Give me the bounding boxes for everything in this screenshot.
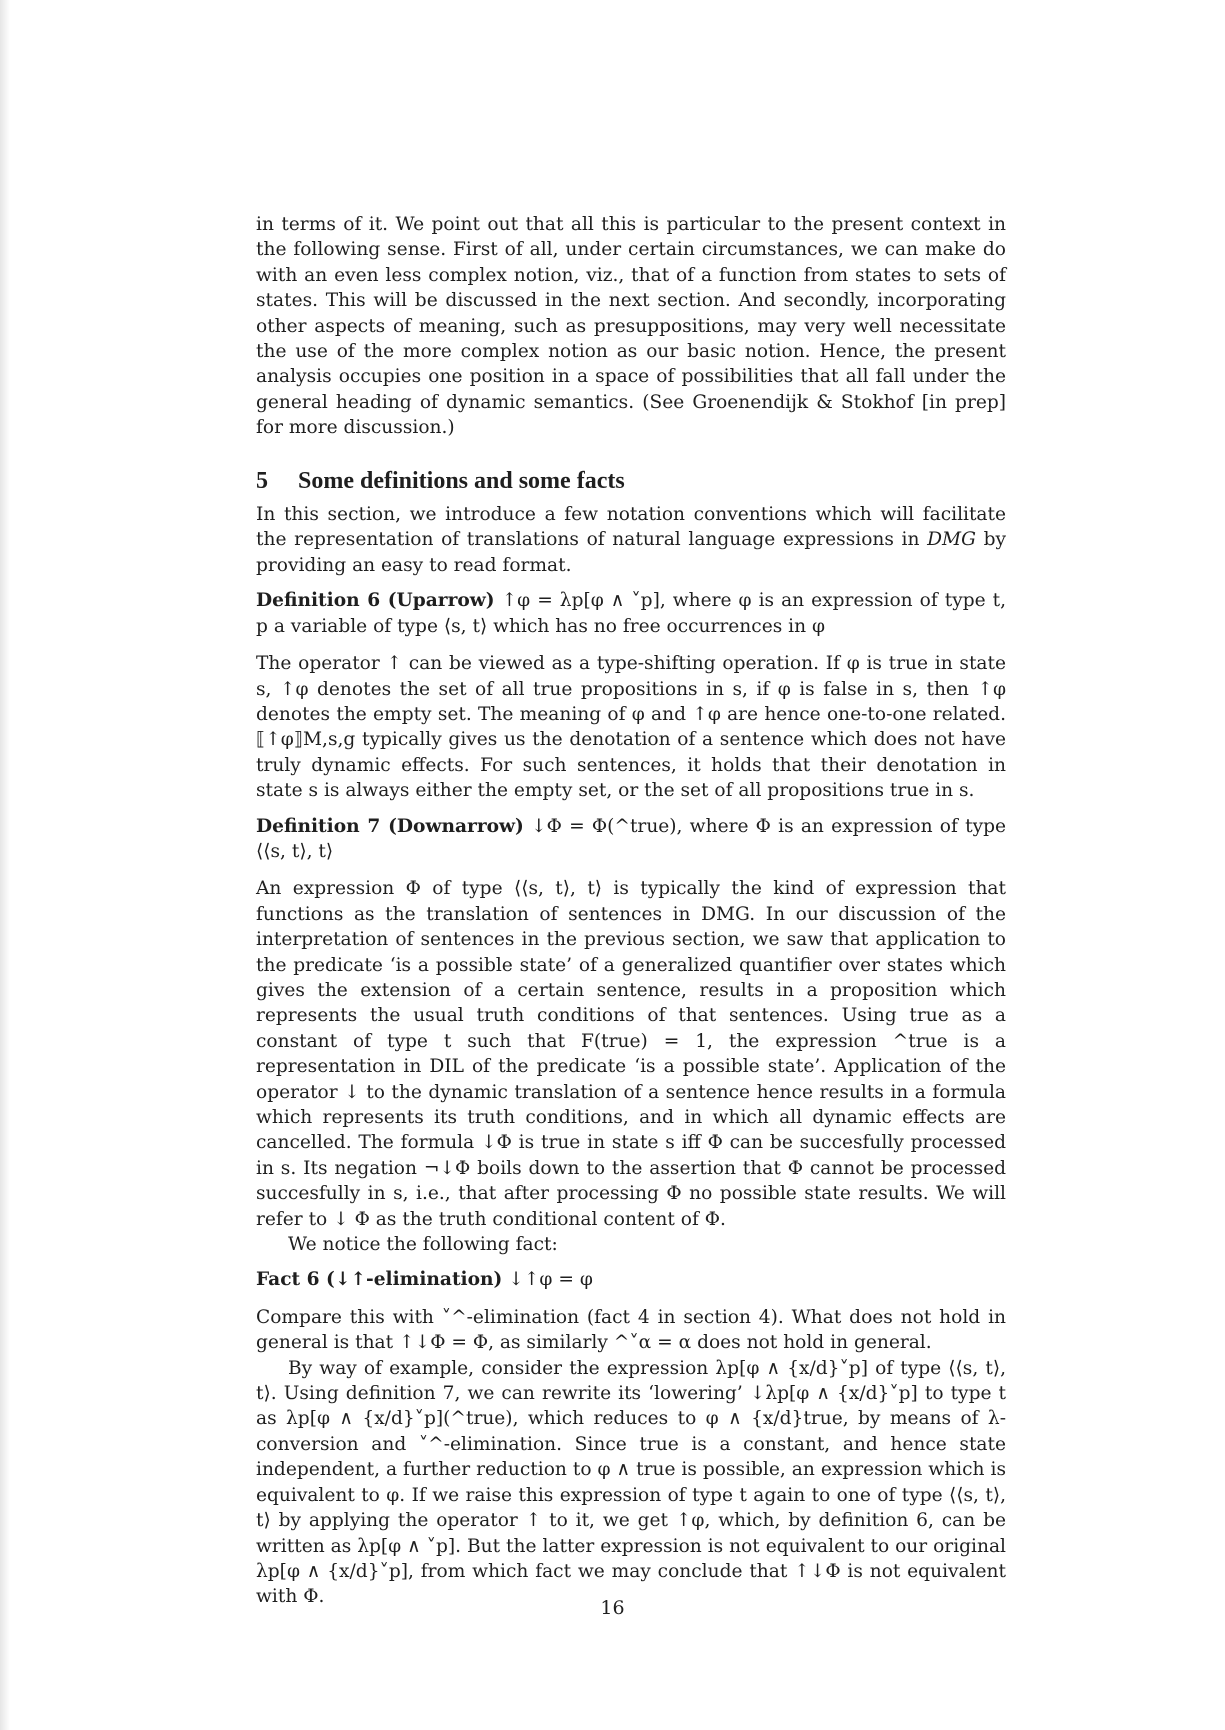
definition-6-text: ↑φ = λp[φ ∧ ˅p], where φ is an expression of type t, p a variable of type ⟨s, t⟩ which has no free occurrences in φ [256, 590, 1006, 637]
page-number: 16 [600, 1597, 625, 1619]
definition-7 [256, 814, 1006, 865]
section-title: Some definitions and some facts [298, 467, 625, 494]
definition-6-lead: Definition 6 (Uparrow) [256, 590, 495, 612]
downarrow-paragraph: An expression Φ of type ⟨⟨s, t⟩, t⟩ is typically the kind of expression that functions as the translation of sentences in DMG. In our discussion of the interpretation of sentences in the previous section, we saw that application to the predicate ‘is a possible state’ of a generalized quantifier over states which gives the extension of a certain sentence, results in a proposition which represents the usual truth conditions of that sentences. Using true as a constant of type t such that F(true) = 1, the expression ^true is a representation in DIL of the predicate ‘is a possible state’. Application of the operator ↓ to the dynamic translation of a sentence hence results in a formula which represents its truth conditions, and in which all dynamic effects are cancelled. The formula ↓Φ is true in state s iff Φ can be succesfully processed in s. Its negation ¬↓Φ boils down to the assertion that Φ cannot be processed succesfully in s, i.e., that after processing Φ no possible state results. We will refer to ↓ Φ as the truth conditional content of Φ. [256, 878, 1006, 1230]
fact-6 [256, 1267, 1006, 1292]
scan-edge-shadow [0, 0, 10, 1730]
page-body [256, 212, 1006, 1610]
section-number: 5 [256, 467, 268, 494]
definition-6 [256, 588, 1006, 639]
example-paragraph: By way of example, consider the expression λp[φ ∧ {x/d}˅p] of type ⟨⟨s, t⟩, t⟩. Using definition 7, we can rewrite its ‘lowering’ ↓λp[φ ∧ {x/d}˅p] to type t as λp[φ ∧ {x/d}˅p](^true), which reduces to φ ∧ {x/d}true, by means of λ-conversion and ˅^-elimination. Since true is a constant, and hence state independent, a further reduction to φ ∧ true is possible, an expression which is equivalent to φ. If we raise this expression of type t again to one of type ⟨⟨s, t⟩, t⟩ by applying the operator ↑ to it, we get ↑φ, which, by definition 6, can be written as λp[φ ∧ ˅p]. But the latter expression is not equivalent to our original λp[φ ∧ {x/d}˅p], from which fact we may conclude that ↑↓Φ is not equivalent with Φ. [256, 1357, 1006, 1608]
intro-paragraph: in terms of it. We point out that all this is particular to the present context in the following sense. First of all, under certain circumstances, we can make do with an even less complex notion, viz., that of a function from states to sets of states. This will be discussed in the next section. And secondly, incorporating other aspects of meaning, such as presuppositions, may very well necessitate the use of the more complex notion as our basic notion. Hence, the present analysis occupies one position in a space of possibilities that all fall under the general heading of dynamic semantics. (See Groenendijk & Stokhof [in prep] for more discussion.) [256, 214, 1006, 439]
section-intro-text-a: In this section, we introduce a few notation conventions which will facilitate the representation of translations of natural language expressions in [256, 504, 1006, 551]
section-intro-dmg: DMG [927, 529, 976, 551]
fact-6-text: ↓↑φ = φ [502, 1269, 593, 1291]
section-intro-paragraph [256, 502, 1006, 578]
fact-6-lead: Fact 6 (↓↑-elimination) [256, 1269, 503, 1291]
section-heading [256, 469, 1006, 494]
definition-7-lead: Definition 7 (Downarrow) [256, 815, 524, 837]
uparrow-paragraph: The operator ↑ can be viewed as a type-shifting operation. If φ is true in state s, ↑φ denotes the set of all true propositions in s, if φ is false in s, then ↑φ denotes the empty set. The meaning of φ and ↑φ are hence one-to-one related. ⟦↑φ⟧M,s,g typically gives us the denotation of a sentence which does not have truly dynamic effects. For such sentences, it holds that their denotation in state s is always either the empty set, or the set of all propositions true in s. [256, 653, 1006, 802]
compare-paragraph: Compare this with ˅^-elimination (fact 4 in section 4). What does not hold in general is that ↑↓Φ = Φ, as similarly ^˅α = α does not hold in general. [256, 1306, 1006, 1354]
notice-paragraph: We notice the following fact: [288, 1234, 558, 1256]
section-intro-text-b: by providing an easy to read format. [256, 529, 1006, 576]
definition-7-text: ↓Φ = Φ(^true), where Φ is an expression of type ⟨⟨s, t⟩, t⟩ [256, 815, 1006, 862]
